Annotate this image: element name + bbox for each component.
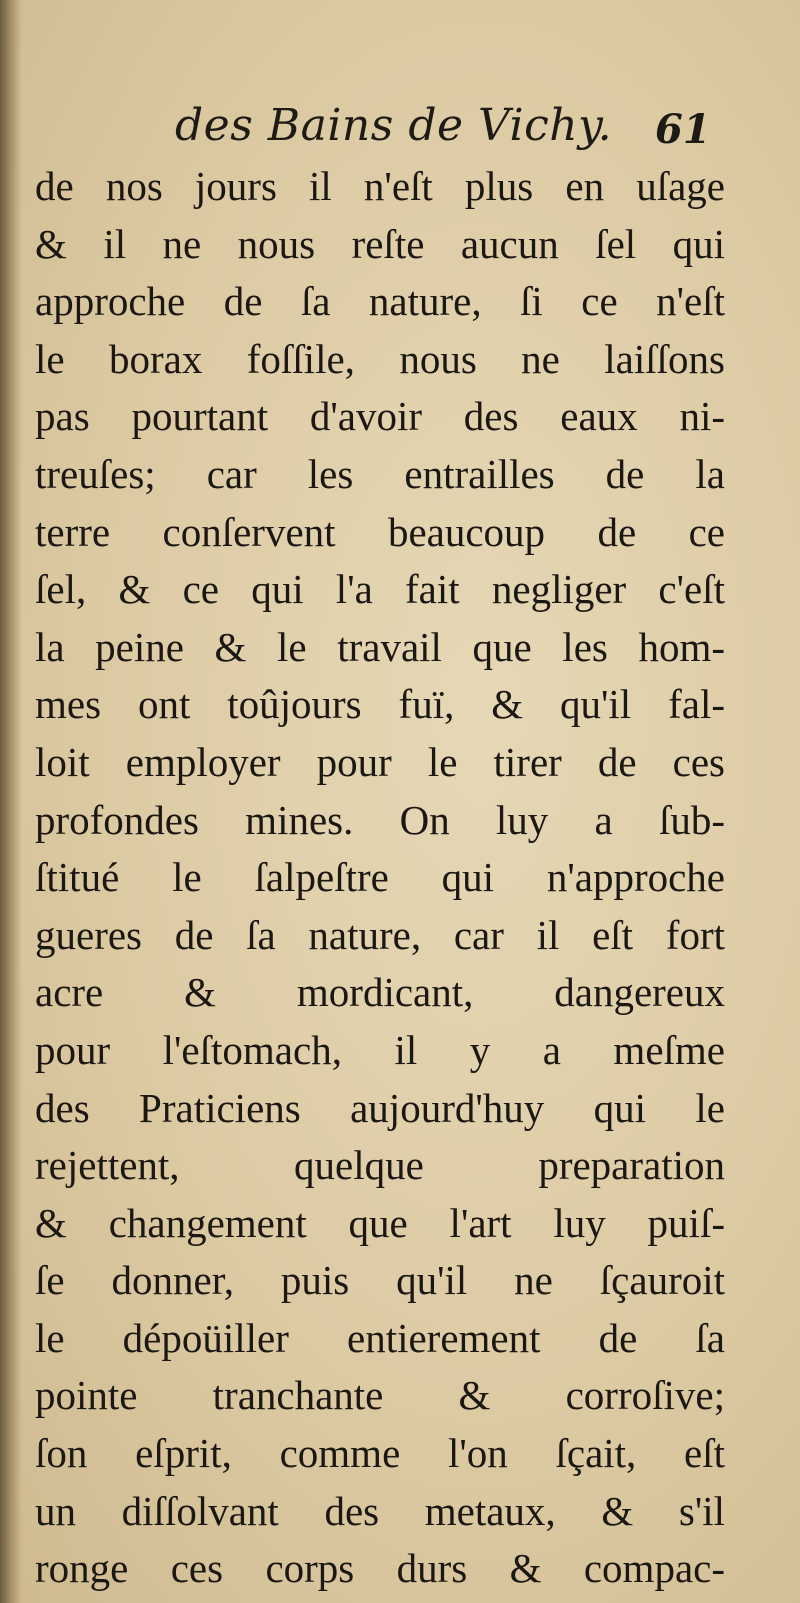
text-line: & changement que l'art luy puiſ-: [35, 1199, 725, 1246]
text-line: mes ont toûjours fuï, & qu'il fal-: [35, 681, 725, 728]
text-line: pointe tranchante & corroſive;: [35, 1372, 725, 1419]
text-line: le dépoüiller entierement de ſa: [35, 1314, 725, 1361]
text-line: le borax foſſile, nous ne laiſſons: [35, 335, 725, 382]
text-line: gueres de ſa nature, car il eſt fort: [35, 911, 725, 958]
text-line: & il ne nous reſte aucun ſel qui: [35, 220, 725, 267]
text-line: loit employer pour le tirer de ces: [35, 738, 725, 785]
text-line: ſe donner, puis qu'il ne ſçauroit: [35, 1257, 725, 1304]
text-line: ſel, & ce qui l'a fait negliger c'eſt: [35, 566, 725, 613]
text-line: approche de ſa nature, ſi ce n'eſt: [35, 278, 725, 325]
body-text: [35, 158, 725, 1598]
text-line: de nos jours il n'eſt plus en uſage: [35, 163, 725, 209]
text-line: ſon eſprit, comme l'on ſçait, eſt: [35, 1430, 725, 1477]
text-line: acre & mordicant, dangereux: [35, 969, 725, 1016]
text-line: terre conſervent beaucoup de ce: [35, 508, 725, 555]
text-line: ronge ces corps durs & compac-: [35, 1545, 725, 1592]
page-number: 61: [655, 106, 711, 153]
running-title: des Bains de Vichy.: [175, 100, 613, 151]
page-gutter-shadow: [0, 0, 22, 1603]
text-line: pour l'eſtomach, il y a meſme: [35, 1026, 725, 1073]
text-line: profondes mines. On luy a ſub-: [35, 796, 725, 843]
text-line: des Praticiens aujourd'huy qui le: [35, 1084, 725, 1131]
text-line: ſtitué le ſalpeſtre qui n'approche: [35, 854, 725, 901]
text-line: un diſſolvant des metaux, & s'il: [35, 1487, 725, 1534]
text-line: rejettent, quelque preparation: [35, 1142, 725, 1189]
text-line: treuſes; car les entrailles de la: [35, 450, 725, 497]
text-line: pas pourtant d'avoir des eaux ni-: [35, 393, 725, 440]
text-line: la peine & le travail que les hom-: [35, 623, 725, 670]
